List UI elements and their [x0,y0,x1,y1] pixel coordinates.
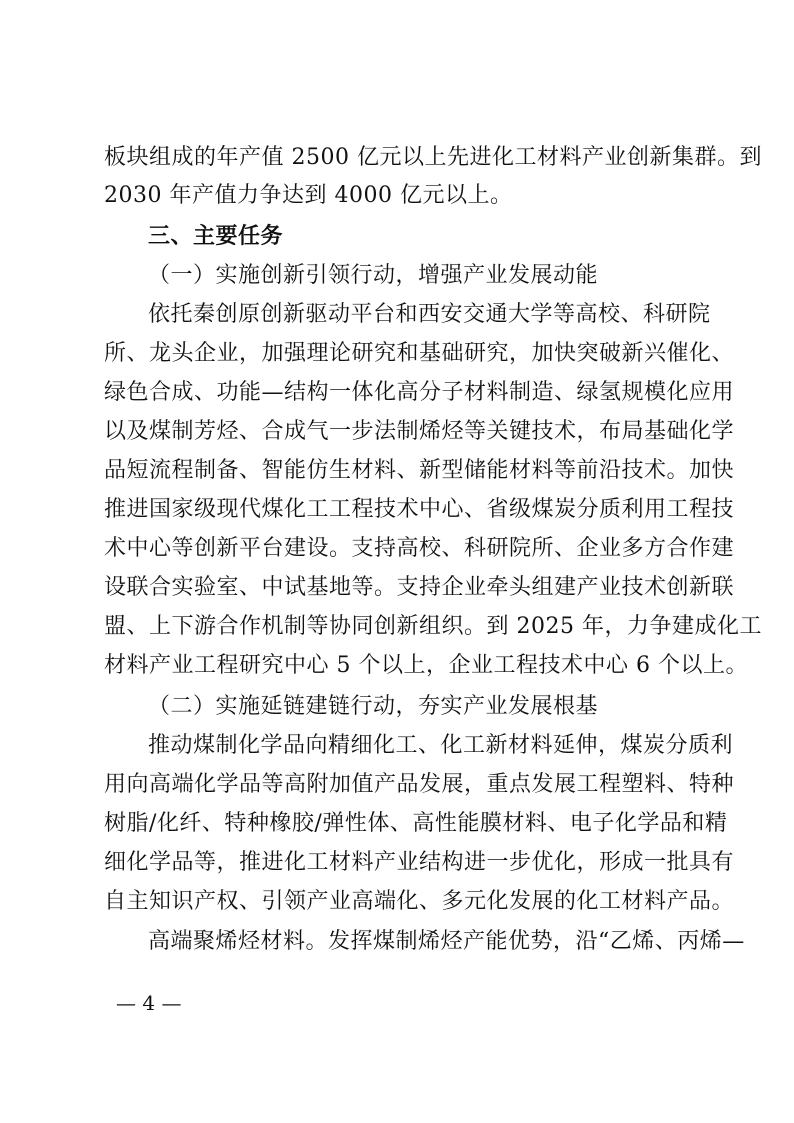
text-line: 板块组成的年产值 2500 亿元以上先进化工材料产业创新集群。到 [104,145,762,170]
text-line: 依托秦创原创新驱动平台和西安交通大学等高校、科研院 [148,302,711,327]
text-line: 2030 年产值力争达到 4000 亿元以上。 [104,183,513,208]
text-line: 细化学品等，推进化工材料产业结构进一步优化，形成一批具有 [104,850,735,875]
text-line: 以及煤制芳烃、合成气一步法制烯烃等关键技术，布局基础化学 [104,419,735,444]
text-line: 推进国家级现代煤化工工程技术中心、省级煤炭分质利用工程技 [104,497,735,522]
text-line: 术中心等创新平台建设。支持高校、科研院所、企业多方合作建 [104,536,735,561]
text-line: 绿色合成、功能—结构一体化高分子材料制造、绿氢规模化应用 [104,380,735,405]
text-line: 设联合实验室、中试基地等。支持企业牵头组建产业技术创新联 [104,575,735,600]
subsection-heading: （一）实施创新引领行动，增强产业发展动能 [148,263,599,288]
text-line: 推动煤制化学品向精细化工、化工新材料延伸，煤炭分质利 [148,733,734,758]
subsection-heading: （二）实施延链建链行动，夯实产业发展根基 [148,694,599,719]
text-line: 盟、上下游合作机制等协同创新组织。到 2025 年，力争建成化工 [104,614,762,639]
text-line: 高端聚烯烃材料。发挥煤制烯烃产能优势，沿“乙烯、丙烯— [148,929,745,954]
text-line: 自主知识产权、引领产业高端化、多元化发展的化工材料产品。 [104,889,735,914]
text-line: 树脂/化纤、特种橡胶/弹性体、高性能膜材料、电子化学品和精 [104,811,728,836]
section-heading: 三、主要任务 [148,224,284,249]
page-number: — 4 — [116,991,182,1015]
text-line: 所、龙头企业，加强理论研究和基础研究，加快突破新兴催化、 [104,341,735,366]
text-line: 品短流程制备、智能仿生材料、新型储能材料等前沿技术。加快 [104,458,735,483]
text-line: 用向高端化学品等高附加值产品发展，重点发展工程塑料、特种 [104,772,735,797]
text-line: 材料产业工程研究中心 5 个以上，企业工程技术中心 6 个以上。 [104,653,748,678]
